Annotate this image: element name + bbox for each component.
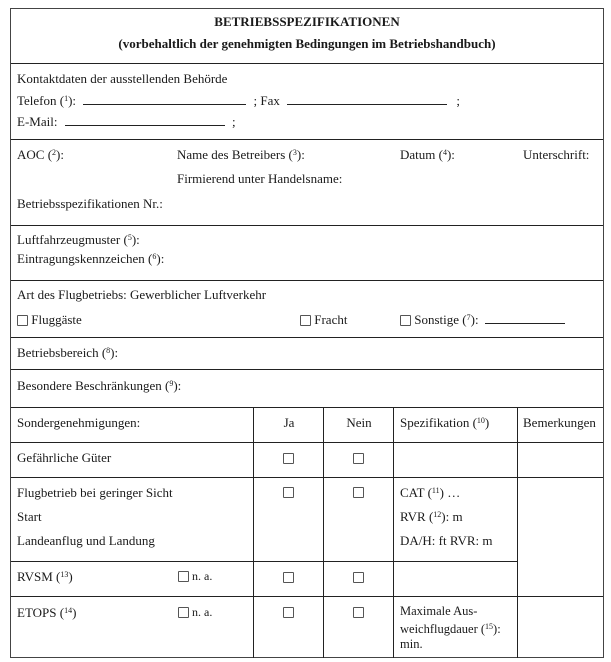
option-passengers-label: Fluggäste xyxy=(31,312,82,327)
rvsm-na-checkbox[interactable] xyxy=(178,571,189,582)
checkbox-other[interactable] xyxy=(400,315,411,326)
col-header-remarks: Bemerkungen xyxy=(523,415,596,430)
phone-label: Telefon ($^1$): xyxy=(17,93,77,108)
form-title: BETRIEBSSPEZIFIKATIONEN xyxy=(214,14,400,29)
col-divider xyxy=(323,408,324,658)
fax-field[interactable] xyxy=(287,93,447,105)
etops-specification: Maximale Aus- weichflugdauer ($^{15}$): min. xyxy=(400,604,501,651)
low-visibility-no-checkbox[interactable] xyxy=(353,487,364,498)
row-low-visibility-approach: Landeanflug und Landung xyxy=(17,533,155,548)
phone-field[interactable] xyxy=(83,93,246,105)
low-visibility-yes-checkbox[interactable] xyxy=(283,487,294,498)
etops-na-option[interactable] xyxy=(178,605,212,620)
form-header xyxy=(11,9,603,64)
col-divider xyxy=(393,408,394,658)
email-row xyxy=(17,114,236,130)
form-subtitle: (vorbehaltlich der genehmigten Bedingungen im Betriebshandbuch) xyxy=(118,36,496,51)
aoc-label: AOC ($^2$): xyxy=(17,147,64,162)
checkbox-cargo[interactable] xyxy=(300,315,311,326)
phone-row xyxy=(17,93,460,109)
other-field[interactable] xyxy=(485,312,565,324)
spec-number-label: Betriebsspezifikationen Nr.: xyxy=(17,196,163,211)
email-field[interactable] xyxy=(65,114,225,126)
option-cargo-label: Fracht xyxy=(314,312,348,327)
col-header-yes: Ja xyxy=(283,415,295,430)
aircraft-type-label: Luftfahrzeugmuster ($^5$): xyxy=(17,232,140,247)
option-other[interactable] xyxy=(400,312,565,328)
fax-end: ; xyxy=(456,93,461,108)
option-other-label: Sonstige ($^7$): xyxy=(414,312,479,327)
date-label: Datum ($^4$): xyxy=(400,147,455,162)
row-divider xyxy=(11,596,603,597)
row-low-visibility-takeoff: Start xyxy=(17,509,42,524)
row-etops-label: ETOPS ($^{14}$) xyxy=(17,605,77,620)
option-passengers[interactable] xyxy=(17,312,82,328)
option-cargo[interactable] xyxy=(300,312,347,328)
etops-yes-checkbox[interactable] xyxy=(283,607,294,618)
operator-name-label: Name des Betreibers ($^3$): xyxy=(177,147,305,162)
rvsm-na-option[interactable] xyxy=(178,569,212,584)
rvsm-na-label: n. a. xyxy=(192,569,213,583)
low-visibility-cat: CAT ($^{11}$) … xyxy=(400,485,461,500)
trade-name-label: Firmierend unter Handelsname: xyxy=(177,171,343,186)
signature-label: Unterschrift: xyxy=(523,147,590,162)
row-low-visibility-label: Flugbetrieb bei geringer Sicht xyxy=(17,485,173,500)
col-header-approvals: Sondergenehmigungen: xyxy=(17,415,141,430)
checkbox-passengers[interactable] xyxy=(17,315,28,326)
limitations-label: Besondere Beschränkungen ($^9$): xyxy=(17,378,182,393)
etops-na-checkbox[interactable] xyxy=(178,607,189,618)
operation-type-section xyxy=(11,281,603,338)
contact-section xyxy=(11,64,603,140)
rvsm-no-checkbox[interactable] xyxy=(353,572,364,583)
col-divider xyxy=(253,408,254,658)
low-visibility-dah: DA/H: ft RVR: m xyxy=(400,533,493,548)
etops-no-checkbox[interactable] xyxy=(353,607,364,618)
dangerous-goods-yes-checkbox[interactable] xyxy=(283,453,294,464)
area-label: Betriebsbereich ($^8$): xyxy=(17,345,119,360)
operation-type-heading: Art des Flugbetriebs: Gewerblicher Luftverkehr xyxy=(17,287,267,302)
etops-na-label: n. a. xyxy=(192,605,213,619)
approvals-table xyxy=(11,408,603,658)
col-divider xyxy=(517,408,518,658)
low-visibility-rvr: RVR ($^{12}$): m xyxy=(400,509,463,524)
email-end: ; xyxy=(231,114,236,129)
area-section xyxy=(11,338,603,370)
col-header-no: Nein xyxy=(346,415,372,430)
limitations-section xyxy=(11,370,603,408)
col-header-specification: Spezifikation ($^{10}$) xyxy=(400,415,490,430)
email-label: E-Mail: xyxy=(17,114,58,129)
row-dangerous-goods-label: Gefährliche Güter xyxy=(17,450,112,465)
row-divider xyxy=(11,561,518,562)
row-divider xyxy=(11,477,603,478)
rvsm-yes-checkbox[interactable] xyxy=(283,572,294,583)
row-rvsm-label: RVSM ($^{13}$) xyxy=(17,569,73,584)
row-divider xyxy=(11,442,603,443)
registration-label: Eintragungskennzeichen ($^6$): xyxy=(17,251,165,266)
dangerous-goods-no-checkbox[interactable] xyxy=(353,453,364,464)
aircraft-section xyxy=(11,226,603,281)
contact-heading: Kontaktdaten der ausstellenden Behörde xyxy=(17,71,228,86)
operations-specification-form xyxy=(10,8,604,658)
aoc-section xyxy=(11,140,603,226)
fax-label: ; Fax xyxy=(253,93,280,108)
